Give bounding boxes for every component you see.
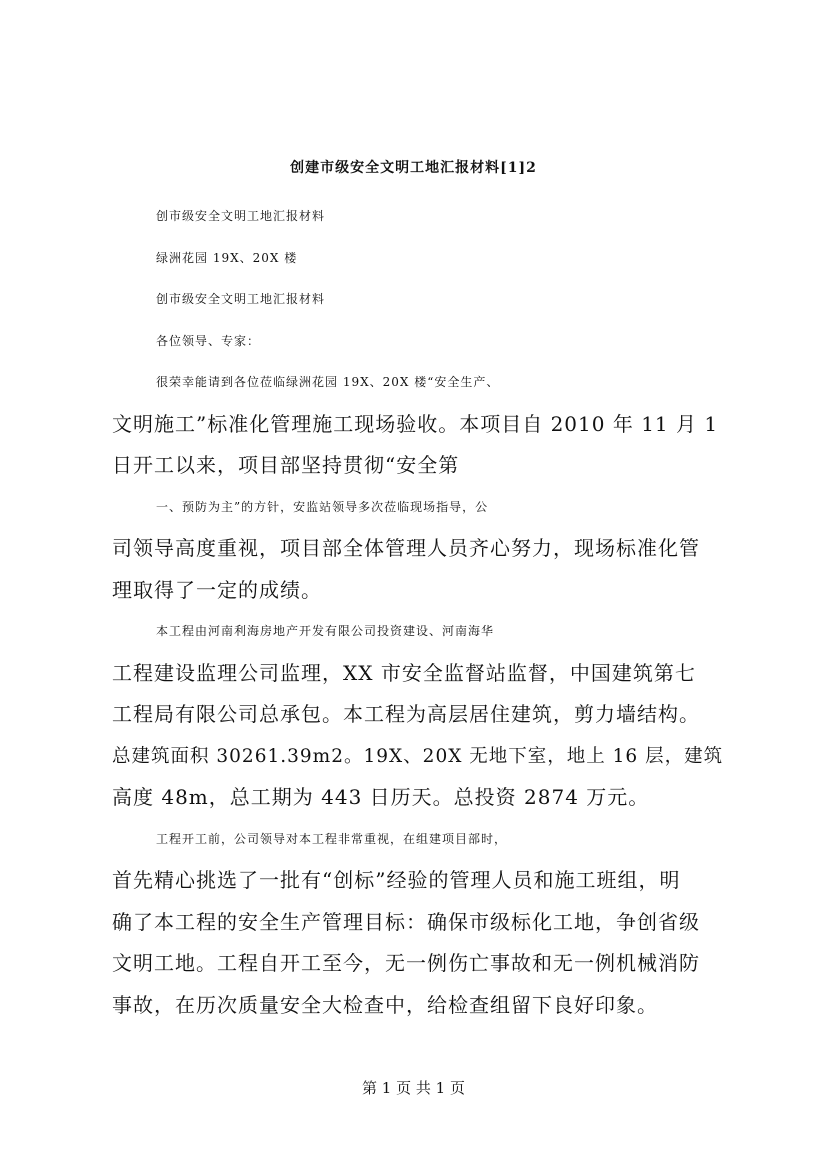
text-line: 确了本工程的安全生产管理目标：确保市级标化工地，争创省级 — [112, 909, 700, 934]
text-line: 工程开工前，公司领导对本工程非常重视，在组建项目部时， — [156, 831, 508, 846]
text-line: 司领导高度重视，项目部全体管理人员齐心努力，现场标准化管 — [112, 536, 700, 560]
document-title: 创建市级安全文明工地汇报材料[1]2 — [290, 160, 537, 176]
text-line: 高度 48m，总工期为 443 日历天。总投资 2874 万元。 — [112, 785, 650, 809]
text-line: 工程局有限公司总承包。本工程为高层居住建筑，剪力墙结构。 — [112, 702, 700, 726]
text-line: 创市级安全文明工地汇报材料 — [156, 209, 326, 223]
text-line: 绿洲花园 19X、20X 楼 — [156, 250, 298, 265]
text-line: 日开工以来，项目部坚持贯彻“安全第 — [112, 453, 460, 477]
text-line: 创市级安全文明工地汇报材料 — [156, 292, 326, 306]
text-line: 事故，在历次质量安全大检查中，给检查组留下良好印象。 — [112, 992, 658, 1017]
text-line: 文明工地。工程自开工至今，无一例伤亡事故和无一例机械消防 — [112, 951, 700, 975]
text-line: 本工程由河南利海房地产开发有限公司投资建设、河南海华 — [156, 624, 495, 638]
text-line: 一、预防为主”的方针，安监站领导多次莅临现场指导，公 — [156, 499, 489, 514]
text-line: 总建筑面积 30261.39m2。19X、20X 无地下室，地上 16 层，建筑 — [112, 745, 724, 767]
text-line: 首先精心挑选了一批有“创标”经验的管理人员和施工班组，明 — [112, 868, 681, 892]
document-body — [112, 196, 722, 1026]
text-line: 工程建设监理公司监理，XX 市安全监督站监督，中国建筑第七 — [112, 660, 696, 685]
text-line: 很荣幸能请到各位莅临绿洲花园 19X、20X 楼“安全生产、 — [156, 375, 500, 389]
page-footer: 第 1 页 共 1 页 — [362, 1079, 465, 1097]
text-line: 文明施工”标准化管理施工现场验收。本项目自 2010 年 11 月 1 — [112, 411, 719, 436]
text-line: 理取得了一定的成绩。 — [112, 577, 322, 602]
text-line: 各位领导、专家： — [156, 333, 261, 348]
